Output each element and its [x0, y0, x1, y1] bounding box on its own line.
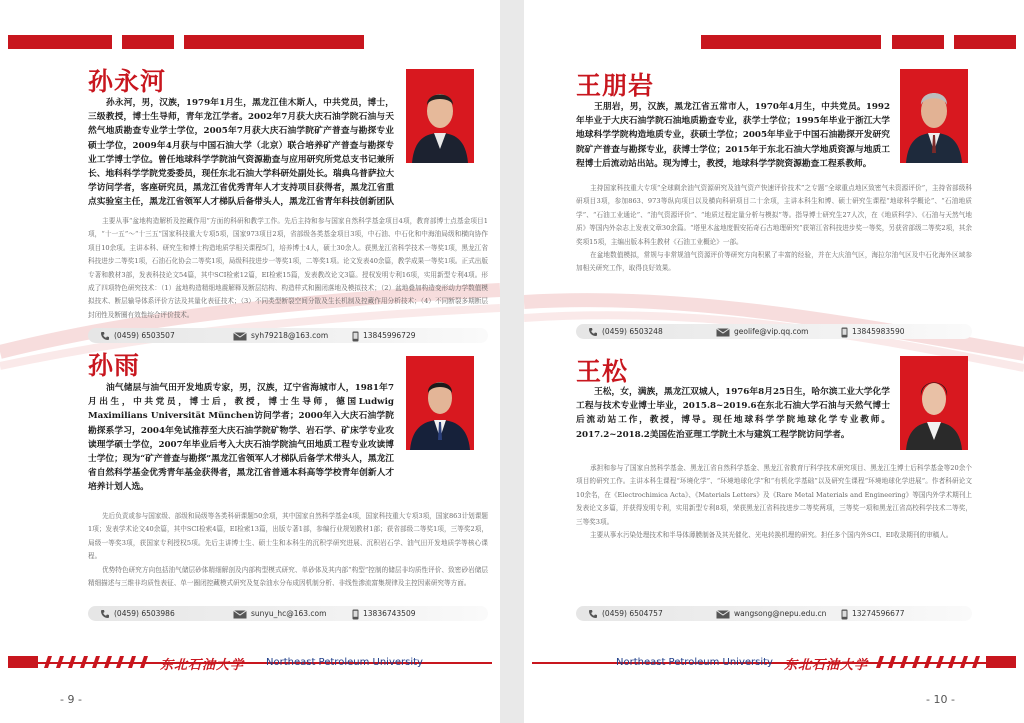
mobile-icon [352, 331, 359, 342]
right-page [524, 0, 1024, 723]
page-number: - 10 - [926, 693, 955, 706]
profile-name: 孙雨 [88, 351, 141, 380]
phone-number: (0459) 6503248 [602, 327, 663, 336]
phone-number: (0459) 6503986 [114, 609, 175, 618]
profile-bio: 油气储层与油气田开发地质专家，男，汉族，辽宁省海城市人，1981年7月出生，中共党员，博士后，教授，博士生导师，德国Ludwig Maximilians Universität München访问学者；2000年入大庆石油学院勘探系学习，2004年免试推荐至大庆石油学院矿物学、岩石学、矿床学专业攻读理学硕士学位，2007年毕业后考入大庆石油学院油气田地质工程专业攻读博士学位；现为“矿产普查与勘探”黑龙江省领军人才梯队后备学术带头人，黑龙江省自然科学基金优秀青年基金获得者，黑龙江省普通本科高等学校青年创新人才培养计划人选。 [88, 383, 394, 493]
top-bars-left [0, 35, 500, 49]
phone-icon [588, 609, 598, 619]
footer-stripes [876, 656, 1016, 668]
profile-description: 主持国家科技重大专项“全球剩余油气资源研究及油气资产快速评价技术”之专题“全球重点地区致密气未资源评价”，主持省部级科研项目3项，参加863、973等纵向项目以及横向科研项目二十余项，主讲本科生和博、硕士研究生课程“地球科学概论”、“石油地质学”、“石油工业通论”、“油气资源评价”、“地质过程定量分析与模拟”等。指导博士研究生27人次，在《地质科学》、《石油与天然气地质》等国内外杂志上发表文章30余篇。“塔里木盆地度假安拓奇石古地理研究”获第江省科技进步奖一等奖，另获省部级二等奖2项，其余奖项15项，主编出版本科生教材《石油工业概论》一部。 在盆地数值模拟，常规与非常规油气资源评价等研究方向积累了丰富的经验，并在大庆油气区，海拉尔油气区及中石化海外区域参加相关研究工作，取得良好效果。 [576, 184, 972, 273]
profile-bio: 王朋岩，男，汉族，黑龙江省五常市人，1970年4月生，中共党员。1992年毕业于大庆石油学院石油地质勘查专业，获学士学位；1995年毕业于浙江大学地球科学学院构造地质专业，获硕士学位；2005年毕业于中国石油勘探开发研究院矿产普查与勘探专业，获博士学位；2015年于东北石油大学地质资源与地质工程博士后流动站出站。现为博士，教授，地球科学学院资源勘查工程系教师。 [576, 102, 890, 169]
profile-photo [406, 69, 474, 163]
profile-bio: 孙永河，男，汉族，1979年1月生，黑龙江佳木斯人，中共党员，博士，三级教授，博士生导师，青年龙江学者。2002年7月获大庆石油学院石油与天然气地质勘查专业学士学位，2005年7月获大庆石油学院矿产普查与勘探专业硕士学位，2009年4月获与中国石油大学（北京）联合培养矿产普查与勘探专业工学博士学位。曾任地球科学学院油气资源勘查与应用研究所党总支书记兼所长、地科科学学院党委委员，现任东北石油大学科研处副处长。瑞典乌普萨拉大学访问学者，客座研究员，黑龙江省优秀青年人才支持项目获得者，黑龙江省重点实验室主任，黑龙江省领军人才梯队后备带头人，黑龙江省青年科技创新团队 [88, 98, 394, 208]
university-name: Northeast Petroleum University [616, 657, 773, 668]
profile-name: 王朋岩 [576, 71, 655, 100]
footer-stripes [8, 656, 148, 668]
contact-bar [576, 606, 972, 621]
mobile-number: 13845996729 [363, 331, 416, 340]
mobile-icon [841, 327, 848, 338]
profile-photo [406, 356, 474, 450]
profile-description: 主要从事“盆地构造解析及控藏作用”方面的科研和教学工作。先后主持和参与国家自然科学基金项目4项，教育部博士点基金项目1项，“十一五”～“十三五”国家科技重大专项5项，国家973项目2项，省部级各类基金项目3项，中石油、中石化和中海油局级和横向协作项目10余项。主讲本科、研究生和博士构造地质学相关课程5门，培养博士4人，硕士30余人。获黑龙江省科学技术一等奖1项，黑龙江省科技进步二等奖1项，石油石化协会二等奖1项，局级科技进步一等奖1项，二等奖1项。论文发表40余篇，教学成果一等奖1项。正式出版专著和教材3部，发表科技论文54篇，其中SCI检索12篇，EI检索15篇，发表教改论文3篇。授权发明专利16项，实用新型专利4项。形成了四项特色研究技术：（1）盆地构造精细地震解释及断层结构、构造样式和圈闭落地及模拟技术；（2）盆地叠加构造变形动力学数值模拟技术、断层输导体系评价方法及其量化表征技术；（3）不同类型断裂空间分散及生长机制及控藏作用分析技术；（4）不同断裂多期断层封闭性及断圈有效性综合评价技术。 [88, 217, 488, 319]
mobile-icon [841, 609, 848, 620]
phone-icon [588, 327, 598, 337]
contact-bar [88, 328, 488, 343]
contact-bar [576, 324, 972, 339]
email-icon [233, 332, 247, 341]
page-number: - 9 - [60, 693, 82, 706]
contact-bar [88, 606, 488, 621]
profile-photo [900, 69, 968, 163]
profile-name: 王松 [576, 357, 629, 386]
top-bars-right [524, 35, 1024, 49]
profile-name: 孙永河 [88, 67, 167, 96]
profile-photo [900, 356, 968, 450]
email-icon [716, 610, 730, 619]
university-logo-text: 东北石油大学 [160, 658, 245, 673]
email-address[interactable]: wangsong@nepu.edu.cn [734, 609, 827, 618]
email-icon [716, 328, 730, 337]
mobile-number: 13274596677 [852, 609, 905, 618]
profile-description: 先后负责或参与国家级、部级和局级等各类科研课题50余项，其中国家自然科学基金4项，国家科技重大专项3项，国家863计划课题1项；发表学术论文40余篇，其中SCI检索4篇，EI检索13篇，出版专著1部，参编行业规划教材1部；获省部级二等奖1项，三等奖2项，局级一等奖3项，获国家专利授权5项。先后主讲博士生、硕士生和本科生的沉积学研究进展、沉积岩石学、油气田开发地质学等核心课程。 优势特色研究方向包括油气储层砂体精细解剖及内部构型模式研究、单砂体及其内部“构型”控制的储层非均质性评价、致密砂岩储层精细描述与三维非均质性表征、单一圈闭控藏模式研究及复杂油水分布成因机制分析、非线性渗流富集规律及主控因素研究等方面。 [88, 512, 488, 588]
email-icon [233, 610, 247, 619]
phone-number: (0459) 6504757 [602, 609, 663, 618]
university-name: Northeast Petroleum University [266, 657, 423, 668]
mobile-number: 13836743509 [363, 609, 416, 618]
email-address[interactable]: syh79218@163.com [251, 331, 329, 340]
phone-icon [100, 609, 110, 619]
email-address[interactable]: geolife@vip.qq.com [734, 327, 809, 336]
university-logo-text: 东北石油大学 [784, 658, 869, 673]
mobile-icon [352, 609, 359, 620]
phone-number: (0459) 6503507 [114, 331, 175, 340]
profile-bio: 王松，女，满族，黑龙江双城人，1976年8月25日生，哈尔滨工业大学化学工程与技术专业博士毕业，2015.8~2019.6在东北石油大学石油与天然气博士后流动站工作，教授，博导。现任地球科学学院地球化学专业教师。2017.2~2018.2美国佐治亚理工学院土木与建筑工程学院访问学者。 [576, 387, 890, 440]
mobile-number: 13845983590 [852, 327, 905, 336]
email-address[interactable]: sunyu_hc@163.com [251, 609, 327, 618]
profile-description: 承担和参与了国家自然科学基金、黑龙江省自然科学基金、黑龙江省教育厅科学技术研究项目、黑龙江生博士后科学基金等20余个项目的研究工作。主讲本科生课程“环境化学”、“环境地球化学”和“有机化学基础”以及研究生课程“环境地球化学进展”。作者科研论文10余名，在《Electrochimica Acta》、《Materials Letters》及《Rare Metal Materials and Engineering》等国内外学术期刊上发表论文多篇，并获得发明专利，实用新型专利8项，荣获黑龙江省科技进步二等奖两项，三等奖一项和黑龙江省高校科学技术二等奖，三等奖3项。 主要从事水污染处理技术和半导体薄膜制备及其光催化、光电转换机理的研究。担任多个国内外SCI、EI收录期刊的审稿人。 [576, 464, 972, 540]
phone-icon [100, 331, 110, 341]
left-page [0, 0, 500, 723]
